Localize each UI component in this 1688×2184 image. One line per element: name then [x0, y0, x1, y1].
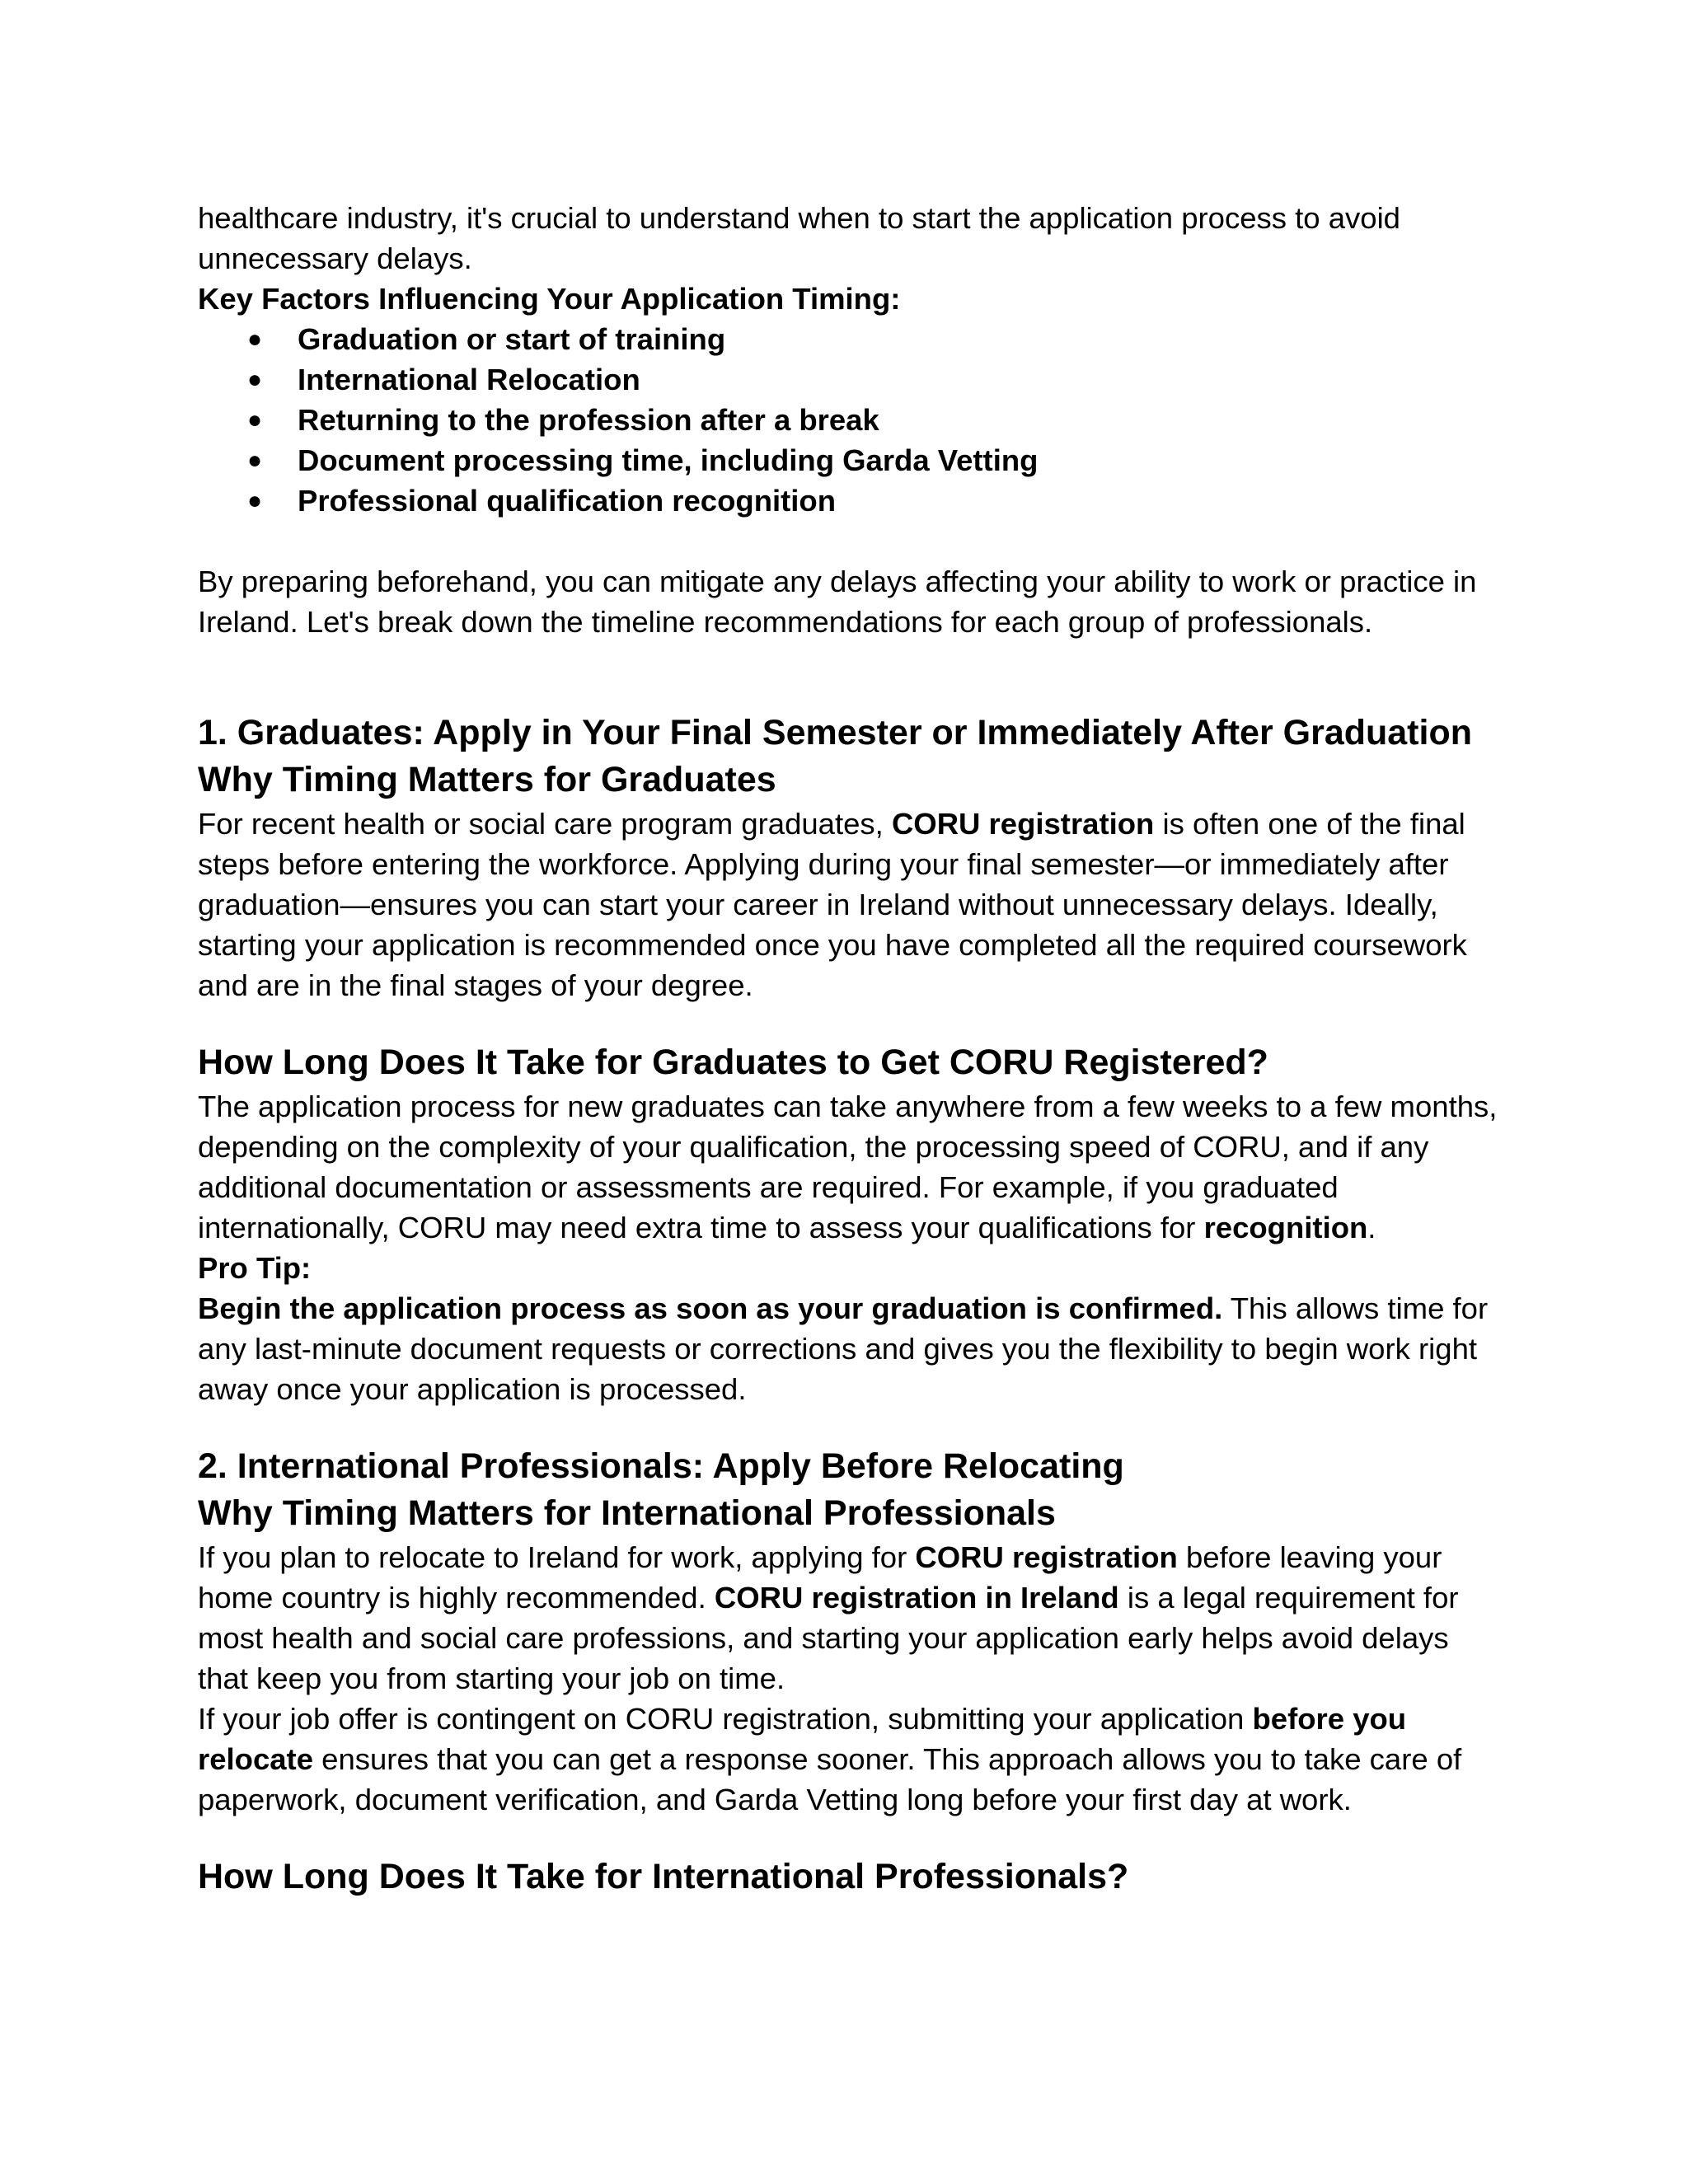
section1-why-heading: Why Timing Matters for Graduates	[198, 760, 776, 799]
section1-title: 1. Graduates: Apply in Your Final Semester or Immediately After Graduation	[198, 713, 1472, 752]
preparing-paragraph: By preparing beforehand, you can mitigate any delays affecting your ability to work or practice in Ireland. Let's break down the timeline recommendations for each group of professionals.	[198, 565, 1477, 639]
pro-tip-label: Pro Tip:	[198, 1251, 312, 1285]
section2-how-heading: How Long Does It Take for International Professionals?	[198, 1857, 1129, 1896]
bullet-icon: ●	[247, 447, 263, 474]
section2-paragraph-1: If you plan to relocate to Ireland for work, applying for CORU registration before leaving your home country is highly recommended. CORU registration in Ireland is a legal requirement for most health and social care professions, and starting your application early helps avoid delays that keep you from starting your job on time.	[198, 1540, 1459, 1695]
list-item: ● Document processing time, including Garda Vetting	[198, 440, 1500, 480]
list-item: ● Graduation or start of training	[198, 319, 1500, 359]
document-page	[198, 198, 1500, 1900]
key-factors-list	[198, 319, 1500, 521]
section2-why-heading: Why Timing Matters for International Professionals	[198, 1493, 1056, 1533]
bullet-icon: ●	[247, 487, 263, 514]
list-item: ● International Relocation	[198, 359, 1500, 400]
key-factors-heading: Key Factors Influencing Your Application Timing:	[198, 282, 901, 316]
bullet-icon: ●	[247, 406, 263, 434]
section1-why-paragraph: For recent health or social care program graduates, CORU registration is often one of the final steps before entering the workforce. Applying during your final semester—or immediately after graduation—ensures you can start your career in Ireland without unnecessary delays. Ideally, starting your application is recommended once you have completed all the required coursework and are in the final stages of your degree.	[198, 807, 1467, 1002]
list-item: ● Returning to the profession after a break	[198, 400, 1500, 440]
intro-paragraph: healthcare industry, it's crucial to understand when to start the application process to avoid unnecessary delays.	[198, 201, 1400, 275]
section2-paragraph-2: If your job offer is contingent on CORU registration, submitting your application before you relocate ensures that you can get a response sooner. This approach allows you to take care of paperwork, document verification, and Garda Vetting long before your first day at work.	[198, 1702, 1462, 1816]
section1-how-paragraph: The application process for new graduates can take anywhere from a few weeks to a few months, depending on the complexity of your qualification, the processing speed of CORU, and if any additional documentation or assessments are required. For example, if you graduated internationally, CORU may need extra time to assess your qualifications for recognition.	[198, 1090, 1498, 1244]
section1-how-heading: How Long Does It Take for Graduates to Get CORU Registered?	[198, 1043, 1268, 1082]
bullet-icon: ●	[247, 326, 263, 353]
bullet-icon: ●	[247, 366, 263, 393]
pro-tip-paragraph: Begin the application process as soon as your graduation is confirmed. This allows time for any last-minute document requests or corrections and gives you the flexibility to begin work right away once your application is processed.	[198, 1291, 1489, 1406]
section2-title: 2. International Professionals: Apply Before Relocating	[198, 1446, 1124, 1486]
list-item: ● Professional qualification recognition	[198, 480, 1500, 521]
